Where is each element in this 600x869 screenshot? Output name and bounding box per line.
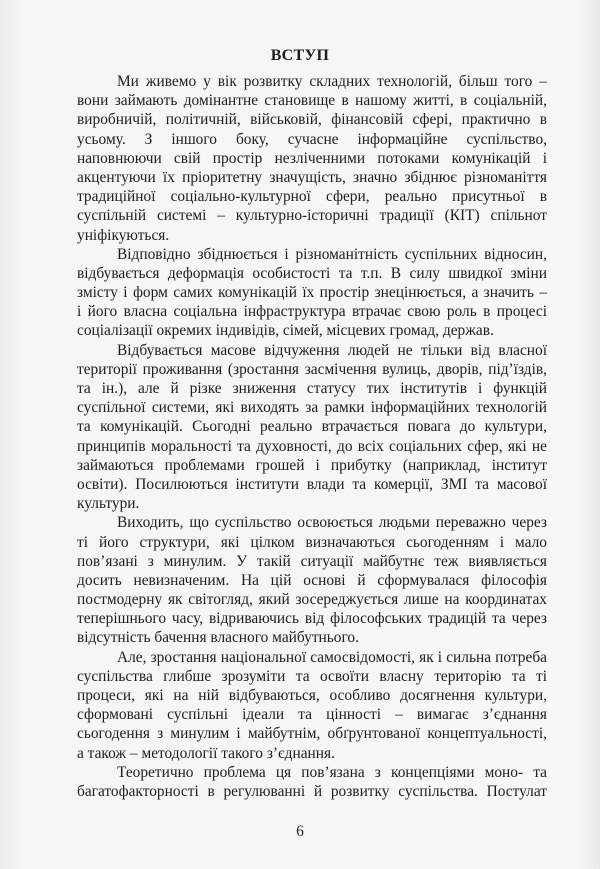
text-line: Виходить, що суспільство освоюється людьми переважно через [117, 514, 547, 532]
page-number: 6 [296, 823, 304, 840]
text-line: і його власна соціальна інфраструктура втрачає свою роль в процесі [77, 303, 547, 321]
text-line: відсутність бачення власного майбутнього. [77, 629, 359, 647]
paragraph [77, 72, 547, 245]
text-line: наповнюючи свій простір незліченними потоками комунікацій і [77, 149, 547, 167]
paragraph [77, 763, 547, 801]
paragraph [77, 513, 547, 647]
text-line: акцентуючи їх пріоритетну значущість, значно збіднює різноманіття [77, 168, 547, 186]
page-title: ВСТУП [270, 47, 330, 64]
text-line: сформовані суспільні ідеали та цінності – вимагає з’єднання [77, 706, 547, 724]
text-line: освіти). Посилюються інститути влади та комерції, ЗМІ та масової [77, 475, 547, 493]
text-line: процеси, які на ній відбуваються, особливо досягнення культури, [77, 687, 547, 704]
text-line: соціалізації окремих індивідів, сімей, місцевих громад, держав. [77, 322, 494, 340]
text-line: суспільної системи, які виходять за рамки інформаційних технологій [77, 399, 547, 417]
document-body [77, 72, 547, 801]
text-line: постмодерну як світогляд, який зосереджується лише на координатах [77, 591, 547, 609]
text-line: теперішнього часу, відриваючись від філософських традицій та через [77, 610, 547, 628]
paragraph [77, 341, 547, 514]
text-line: ті його структури, які цілком визначаються сьогоденням і мало [77, 533, 547, 551]
text-line: Відбувається масове відчуження людей не тільки від власної [117, 341, 547, 359]
text-line: та ін.), але й різке зниження статусу тих інститутів і функцій [77, 380, 547, 397]
text-line: Ми живемо у вік розвитку складних технологій, більш того – [117, 73, 547, 90]
text-line: уніфікуються. [77, 226, 170, 244]
text-line: виробничій, політичній, військовій, фінансовій сфері, практично в [77, 111, 547, 129]
text-line: культури. [77, 495, 140, 513]
text-line: традиційної соціально-культурної сфери, реально присутньої в [77, 188, 547, 206]
text-line: суспільства глибше зрозуміти та освоїти власну територію та ті [77, 667, 547, 685]
text-line: а також – методології такого з’єднання. [77, 744, 335, 762]
text-line: займаються проблемами грошей і прибутку (наприклад, інститут [77, 456, 547, 474]
text-line: території проживання (зростання засмічення вулиць, дворів, під’їздів, [77, 360, 547, 378]
text-line: усьому. З іншого боку, сучасне інформаційне суспільство, [77, 130, 547, 148]
text-line: принципів моральності та духовності, до всіх соціальних сфер, які не [77, 437, 547, 455]
text-line: Теоретично проблема ця пов’язана з концепціями моно- та [117, 763, 547, 781]
text-line: сьогодення з минулим і майбутнім, обґрунтованої концептуальності, [77, 725, 547, 743]
paragraph [77, 648, 547, 763]
text-line: пов’язані з минулим. У такій ситуації майбутнє теж виявляється [77, 552, 547, 570]
text-line: відбувається деформація особистості та т.п. В силу швидкої зміни [77, 264, 547, 282]
text-line: змісту і форм самих комунікацій їх простір знецінюється, а значить – [77, 284, 547, 302]
text-line: багатофакторності в регулюванні й розвитку суспільства. Постулат [77, 782, 547, 800]
text-line: досить невизначеним. На цій основі й сформувалася філософія [77, 571, 547, 589]
text-line: суспільній системі – культурно-історичні традиції (КІТ) спільнот [77, 207, 547, 225]
text-line: вони займають домінантне становище в нашому житті, в соціальній, [77, 92, 547, 110]
text-line: Відповідно збіднюється і різноманітність суспільних відносин, [117, 245, 547, 263]
text-line: та комунікацій. Сьогодні реально втрачається повага до культури, [77, 418, 547, 436]
text-line: Але, зростання національної самосвідомості, як і сильна потреба [117, 648, 547, 666]
paragraph [77, 245, 547, 341]
